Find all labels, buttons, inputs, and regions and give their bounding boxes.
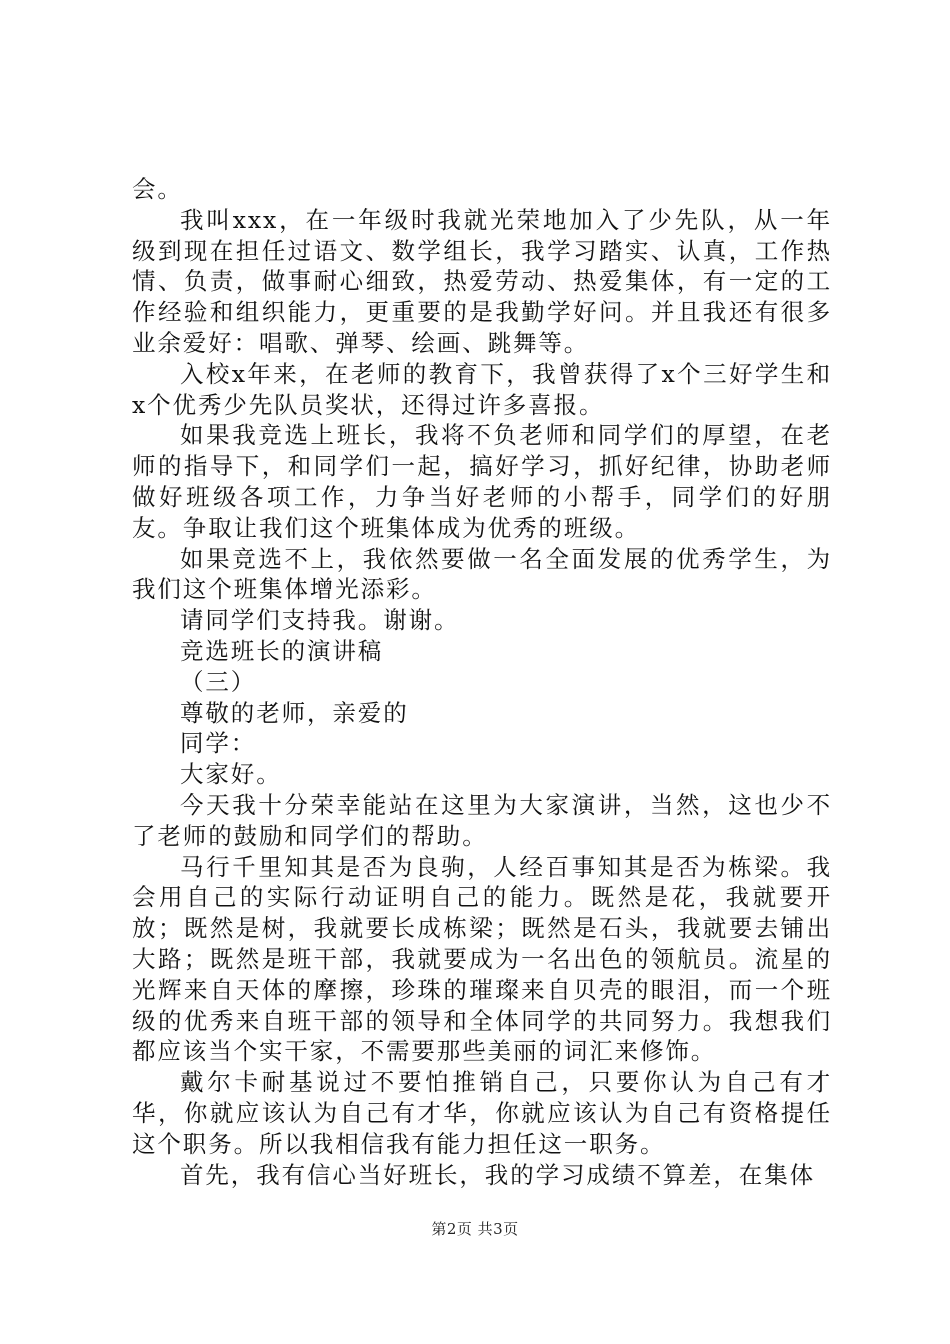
document-body — [132, 174, 832, 1190]
salutation: 尊敬的老师，亲爱的 — [180, 698, 409, 727]
paragraph: 马行千里知其是否为良驹，人经百事知其是否为栋梁。我会用自己的实际行动证明自己的能力。既然是花，我就要开放；既然是树，我就要长成栋梁；既然是石头，我就要去铺出大路；既然是班干部，我就要成为一名出色的领航员。流星的光辉来自天体的摩擦，珍珠的璀璨来自贝壳的眼泪，而一个班级的优秀来自班干部的领导和全体同学的共同努力。我想我们都应该当个实干家，不需要那些美丽的词汇来修饰。 — [132, 852, 832, 1066]
paragraph: 入校x年来，在老师的教育下，我曾获得了x个三好学生和x个优秀少先队员奖状，还得过许多喜报。 — [132, 359, 832, 419]
paragraph: 如果我竞选上班长，我将不负老师和同学们的厚望，在老师的指导下，和同学们一起，搞好学习，抓好纪律，协助老师做好班级各项工作，力争当好老师的小帮手，同学们的好朋友。争取让我们这个班集体成为优秀的班级。 — [132, 421, 832, 542]
paragraph: 戴尔卡耐基说过不要怕推销自己，只要你认为自己有才华，你就应该认为自己有才华，你就应该认为自己有资格提任这个职务。所以我相信我有能力担任这一职务。 — [132, 1068, 832, 1158]
paragraph: 如果竞选不上，我依然要做一名全面发展的优秀学生，为我们这个班集体增光添彩。 — [132, 544, 832, 604]
section-title: 竞选班长的演讲稿 — [180, 636, 384, 665]
page-number-label: 第2页 共3页 — [431, 1220, 519, 1238]
salutation: 同学： — [180, 729, 257, 758]
paragraph: 首先，我有信心当好班长，我的学习成绩不算差，在集体 — [180, 1160, 815, 1189]
paragraph: 会。 — [132, 175, 183, 203]
paragraph: 我叫xxx，在一年级时我就光荣地加入了少先队，从一年级到现在担任过语文、数学组长，我学习踏实、认真，工作热情、负责，做事耐心细致，热爱劳动、热爱集体，有一定的工作经验和组织能力，更重要的是我勤学好问。并且我还有很多业余爱好：唱歌、弹琴、绘画、跳舞等。 — [132, 205, 832, 357]
section-number: （三） — [180, 667, 257, 696]
page-footer — [0, 1218, 950, 1239]
paragraph: 请同学们支持我。谢谢。 — [180, 606, 460, 635]
greeting: 大家好。 — [180, 760, 282, 789]
paragraph: 今天我十分荣幸能站在这里为大家演讲，当然，这也少不了老师的鼓励和同学们的帮助。 — [132, 790, 832, 850]
